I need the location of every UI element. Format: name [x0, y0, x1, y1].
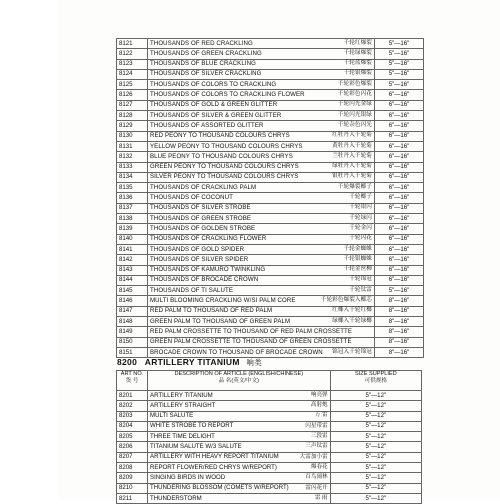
art-no-cell: 8148 [117, 317, 148, 327]
table-row [117, 203, 424, 213]
description-cn: 绿椰入千轮绿椰 [332, 317, 372, 324]
art-no-cell: 8150 [117, 337, 148, 347]
description-en: THOUSANDS OF BROCADE CROWN [150, 276, 259, 284]
description-en: THOUSANDS OF RED CRACKLING [150, 39, 253, 47]
description-cell [148, 317, 375, 327]
description-cell [148, 203, 375, 213]
description-en: BLUE PEONY TO THOUSAND COLOURS CHRYS [150, 152, 293, 160]
table-row [117, 193, 424, 203]
size-cell: 5"—12" [330, 473, 421, 483]
description-en-cell: THREE TIME DELIGHT [148, 432, 239, 442]
description-cn: 千轮钛雷 [349, 286, 372, 293]
description-en: THOUSANDS OF GREEN CRACKLING [150, 49, 262, 57]
size-cell: 6"—16" [375, 141, 424, 151]
description-en: BROCADE CROWN TO THOUSAND OF BROCADE CROWN [150, 348, 323, 356]
size-cell: 5"—16" [375, 39, 424, 49]
description-cell [148, 111, 375, 121]
table-row [117, 483, 422, 493]
art-no-cell: 8204 [117, 421, 148, 431]
art-no-cell: 8124 [117, 69, 148, 79]
description-cell [148, 337, 375, 347]
table-row [117, 69, 424, 79]
description-cell [148, 265, 375, 275]
art-no-cell: 8142 [117, 255, 148, 265]
description-en: THOUSANDS OF SILVER CRACKLING [150, 70, 262, 78]
description-en-cell: THUNDERING BLOSSOM (COMETS W/REPORT) [148, 483, 239, 493]
table-row [117, 296, 424, 306]
description-cn: 千轮金闪 [349, 224, 372, 231]
description-cn-cell: 三段雷 [239, 432, 330, 442]
description-en: THOUSANDS OF GOLD & GREEN GLITTER [150, 101, 278, 109]
description-en: GREEN PEONY TO THOUSAND COLOURS CHRYS [150, 163, 299, 171]
art-no-cell: 8208 [117, 463, 148, 473]
table-row [117, 214, 424, 224]
table-row [117, 306, 424, 316]
table-row [117, 473, 422, 483]
art-no-cell: 8210 [117, 483, 148, 493]
size-cell: 6"—16" [375, 224, 424, 234]
art-no-cell: 8139 [117, 224, 148, 234]
section-code: 8200 [117, 357, 138, 367]
description-en-cell: MULTI SALUTE [148, 411, 239, 421]
size-cell: 6"—16" [375, 90, 424, 100]
description-cn: 千轮蓝爆裂 [343, 60, 372, 67]
description-cn: 千轮锦冠 [349, 276, 372, 283]
size-cell: 8"—16" [375, 337, 424, 347]
description-en: THOUSANDS OF SILVER SPIDER [150, 255, 249, 263]
table-row [117, 111, 424, 121]
description-en: MULTI BLOOMING CRACKLING W/SI PALM CORE [150, 297, 296, 305]
size-cell: 8"—16" [375, 306, 424, 316]
description-cn: 千轮红爆裂 [343, 39, 372, 46]
description-en-cell: ARTILLERY STRAIGHT [148, 401, 239, 411]
size-cell: 6"—16" [375, 203, 424, 213]
description-cell [148, 162, 375, 172]
description-cn: 千轮金蜘蛛 [343, 245, 372, 252]
section-heading [117, 357, 262, 368]
description-cn: 千轮金丝柳 [343, 266, 372, 273]
description-cell [148, 193, 375, 203]
art-no-cell: 8141 [117, 244, 148, 254]
description-cn: 锦冠入千轮锦冠 [332, 348, 372, 355]
description-cell [148, 234, 375, 244]
table-row [117, 162, 424, 172]
art-no-cell: 8133 [117, 162, 148, 172]
table-row [117, 234, 424, 244]
description-cn: 千轮闪花 [349, 235, 372, 242]
description-cell [148, 152, 375, 162]
description-cn: 黄牡丹入千轮菊 [332, 142, 372, 149]
description-cn-cell: 大雷加小雷 [239, 452, 330, 462]
table-row [117, 183, 424, 193]
header-description-cn: 品 名(英文/中文) [218, 378, 260, 384]
table-row [117, 39, 424, 49]
description-cell [148, 255, 375, 265]
art-no-cell: 8149 [117, 327, 148, 337]
table-row [117, 121, 424, 131]
section-title-cn: 响类 [246, 358, 263, 367]
products-table-body [117, 39, 424, 358]
size-cell: 5"—12" [330, 442, 421, 452]
size-cell: 6"—16" [375, 111, 424, 121]
description-cn: 千轮绿爆裂 [343, 49, 372, 56]
table-header [117, 371, 422, 391]
description-en: THOUSANDS OF SILVER & GREEN GLITTER [150, 111, 282, 119]
size-cell: 8"—16" [375, 296, 424, 306]
table-row [117, 317, 424, 327]
size-cell: 6"—16" [375, 152, 424, 162]
size-cell: 5"—12" [330, 493, 421, 503]
description-cn: 千轮彩色爆裂入椰芯 [320, 297, 372, 304]
description-en: THOUSANDS OF COLORS TO CRACKLING [150, 80, 277, 88]
size-cell: 5"—12" [330, 391, 421, 401]
size-cell: 5"—12" [330, 432, 421, 442]
description-cell [148, 39, 375, 49]
description-cell [148, 49, 375, 59]
art-no-cell: 8134 [117, 172, 148, 182]
description-en-cell: WHITE STROBE TO REPORT [148, 421, 239, 431]
description-cn: 千轮椰子 [349, 194, 372, 201]
size-cell: 5"—12" [330, 452, 421, 462]
table-row [117, 432, 422, 442]
art-no-cell: 8136 [117, 193, 148, 203]
art-no-cell: 8123 [117, 59, 148, 69]
description-cn: 千轮杂色闪光 [337, 121, 372, 128]
header-size-cn: 可供规格 [364, 378, 388, 384]
art-no-cell: 8138 [117, 214, 148, 224]
size-cell: 5"—16" [375, 286, 424, 296]
description-en-cell: SINGING BIRDS IN WOOD [148, 473, 239, 483]
table-row [117, 80, 424, 90]
table-row [117, 327, 424, 337]
size-cell: 5"—12" [330, 483, 421, 493]
products-table-8100 [116, 38, 424, 358]
art-no-cell: 8205 [117, 432, 148, 442]
art-no-cell: 8202 [117, 401, 148, 411]
header-description [148, 371, 331, 391]
header-size [330, 371, 421, 391]
size-cell: 8"—16" [375, 327, 424, 337]
art-no-cell: 8203 [117, 411, 148, 421]
description-cn-cell: 爆春花 [239, 463, 330, 473]
header-art-no [117, 371, 148, 391]
size-cell: 5"—12" [330, 411, 421, 421]
size-cell: 6"—16" [375, 172, 424, 182]
description-en-cell: TITANIUM SALUTE W/3 SALUTE [148, 442, 239, 452]
art-no-cell: 8130 [117, 131, 148, 141]
size-cell: 6"—16" [375, 131, 424, 141]
table-row [117, 493, 422, 503]
art-no-cell: 8137 [117, 203, 148, 213]
table-row [117, 49, 424, 59]
description-cn-cell: 百鸟闹林 [239, 473, 330, 483]
description-en: THOUSANDS OF SILVER STROBE [150, 204, 251, 212]
description-cn: 千轮爆裂椰子 [337, 183, 372, 190]
description-en: THOUSANDS OF KAMURO TWINKLING [150, 266, 266, 274]
size-cell: 6"—16" [375, 162, 424, 172]
size-cell: 6"—16" [375, 193, 424, 203]
art-no-cell: 8209 [117, 473, 148, 483]
size-cell: 8"—16" [375, 347, 424, 357]
art-no-cell: 8211 [117, 493, 148, 503]
description-en: THOUSANDS OF CRACKLING FLOWER [150, 235, 267, 243]
description-en: GREEN PALM CROSSETTE TO THOUSAND OF GREEN CROSSETTE [150, 338, 352, 346]
size-cell: 6"—16" [375, 244, 424, 254]
description-cell [148, 244, 375, 254]
table-row [117, 391, 422, 401]
description-cn: 千轮银爆裂 [343, 70, 372, 77]
art-no-cell: 8201 [117, 391, 148, 401]
description-cell [148, 296, 375, 306]
description-en: THOUSANDS OF GREEN STROBE [150, 214, 252, 222]
art-no-cell: 8146 [117, 296, 148, 306]
description-cell [148, 90, 375, 100]
art-no-cell: 8151 [117, 347, 148, 357]
table-row [117, 452, 422, 462]
description-cell [148, 327, 375, 337]
description-cn: 千轮绿闪 [349, 214, 372, 221]
description-cn-cell: 三声钛雷 [239, 442, 330, 452]
description-cell [148, 183, 375, 193]
description-cn: 千轮闪光银绿 [337, 111, 372, 118]
table-row [117, 421, 422, 431]
size-cell: 6"—16" [375, 183, 424, 193]
description-en: THOUSANDS OF COLORS TO CRACKLING FLOWER [150, 91, 305, 99]
description-cell [148, 172, 375, 182]
table-row [117, 265, 424, 275]
size-cell: 5"—16" [375, 80, 424, 90]
size-cell: 6"—16" [375, 100, 424, 110]
description-en: GREEN PALM TO THOUSAND OF GREEN PALM [150, 317, 291, 325]
art-no-cell: 8143 [117, 265, 148, 275]
description-cell [148, 100, 375, 110]
description-cell [148, 121, 375, 131]
description-en-cell: REPORT FLOWER/RED CHRYS W/REPORT) [148, 463, 239, 473]
size-cell: 6"—16" [375, 255, 424, 265]
table-row [117, 90, 424, 100]
art-no-cell: 8126 [117, 90, 148, 100]
description-cell [148, 275, 375, 285]
section-title: ARTILLERY TITANIUM [144, 357, 240, 367]
description-en-cell: THUNDERSTORM [148, 493, 239, 503]
size-cell: 8"—16" [375, 317, 424, 327]
table-row [117, 141, 424, 151]
art-no-cell: 8127 [117, 100, 148, 110]
art-no-cell: 8147 [117, 306, 148, 316]
description-en: RED PEONY TO THOUSAND COLOURS CHRYS [150, 132, 290, 140]
description-cn-cell: 万 雷 [239, 411, 330, 421]
art-no-cell: 8206 [117, 442, 148, 452]
table-row [117, 152, 424, 162]
description-cn-cell: 高射炮 [239, 401, 330, 411]
description-cn-cell: 雷 雨 [239, 493, 330, 503]
description-cell [148, 69, 375, 79]
table-row [117, 172, 424, 182]
description-cn: 银牡丹入千轮菊 [332, 173, 372, 180]
description-cell [148, 141, 375, 151]
table-row [117, 463, 422, 473]
art-no-cell: 8132 [117, 152, 148, 162]
description-en: RED PALM TO THOUSAND OF RED PALM [150, 307, 273, 315]
table-row [117, 337, 424, 347]
description-en: SILVER PEONY TO THOUSAND COLOURS CHRYS [150, 173, 299, 181]
description-cn: 千轮银闪 [349, 204, 372, 211]
page-margin [0, 0, 58, 500]
size-cell: 5"—16" [375, 59, 424, 69]
size-cell: 6"—16" [375, 265, 424, 275]
products-table-8200 [116, 370, 422, 504]
art-no-cell: 8128 [117, 111, 148, 121]
description-en: THOUSANDS OF ASSORTED GLITTER [150, 121, 264, 129]
table-row [117, 244, 424, 254]
header-description-en: DESCRIPTION OF ARTICLE (ENGLISH/CHINESE) [174, 371, 304, 377]
size-cell: 6"—16" [375, 275, 424, 285]
size-cell: 5"—12" [330, 421, 421, 431]
description-en: THOUSANDS OF GOLD SPIDER [150, 245, 245, 253]
description-cn: 千轮闪光金绿 [337, 101, 372, 108]
description-en: THOUSANDS OF GOLDEN STROBE [150, 224, 256, 232]
art-no-cell: 8207 [117, 452, 148, 462]
description-cn-cell: 响亮弹 [239, 391, 330, 401]
art-no-cell: 8135 [117, 183, 148, 193]
description-cell [148, 306, 375, 316]
products-table-body [117, 391, 422, 504]
header-art-no-cn: 货 号 [125, 378, 139, 384]
description-en: THOUSANDS OF COCONUT [150, 194, 233, 202]
description-cn: 千轮彩色爆裂 [337, 80, 372, 87]
description-cell [148, 80, 375, 90]
description-cell [148, 59, 375, 69]
table-row [117, 255, 424, 265]
art-no-cell: 8129 [117, 121, 148, 131]
description-cell [148, 224, 375, 234]
art-no-cell: 8144 [117, 275, 148, 285]
table-row [117, 411, 422, 421]
table-row [117, 286, 424, 296]
description-en: THOUSANDS OF TI SALUTE [150, 286, 234, 294]
art-no-cell: 8131 [117, 141, 148, 151]
description-en-cell: ARTILLERY TITANIUM [148, 391, 239, 401]
description-cn: 千轮彩色闪花 [337, 91, 372, 98]
header-size-en: SIZE SUPPLIED [355, 371, 397, 377]
description-en: THOUSANDS OF BLUE CRACKLING [150, 60, 256, 68]
size-cell: 6"—16" [375, 121, 424, 131]
size-cell: 5"—12" [330, 401, 421, 411]
description-cn-cell: 雷闪花开 [239, 483, 330, 493]
art-no-cell: 8122 [117, 49, 148, 59]
size-cell: 5"—12" [330, 463, 421, 473]
size-cell: 5"—16" [375, 49, 424, 59]
table-row [117, 442, 422, 452]
table-row [117, 401, 422, 411]
description-cn-cell: 闪星带雷 [239, 421, 330, 431]
description-cn: 千轮银蜘蛛 [343, 255, 372, 262]
description-cell [148, 214, 375, 224]
description-en-cell: ARTILLERY WITH HEAVY REPORT TITANIUM [148, 452, 239, 462]
description-cn: 红椰入千轮红椰 [332, 307, 372, 314]
art-no-cell: 8125 [117, 80, 148, 90]
table-row [117, 275, 424, 285]
description-cn: 红牡丹入千轮菊 [332, 132, 372, 139]
size-cell: 5"—16" [375, 69, 424, 79]
size-cell: 6"—16" [375, 234, 424, 244]
description-cn: 兰牡丹入千轮菊 [332, 152, 372, 159]
table-row [117, 59, 424, 69]
size-cell: 6"—16" [375, 214, 424, 224]
description-en: YELLOW PEONY TO THOUSAND COLOURS CHRYS [150, 142, 303, 150]
table-row [117, 100, 424, 110]
description-cell [148, 286, 375, 296]
description-cn: 绿牡丹入千轮菊 [332, 163, 372, 170]
description-cell [148, 131, 375, 141]
table-row [117, 131, 424, 141]
table-row [117, 224, 424, 234]
art-no-cell: 8140 [117, 234, 148, 244]
art-no-cell: 8121 [117, 39, 148, 49]
art-no-cell: 8145 [117, 286, 148, 296]
header-art-no-en: ART NO. [120, 371, 144, 377]
description-en: RED PALM CROSSETTE TO THOUSAND OF RED PALM CROSSETTE [150, 327, 353, 335]
description-en: THOUSANDS OF CRACKLING PALM [150, 183, 257, 191]
